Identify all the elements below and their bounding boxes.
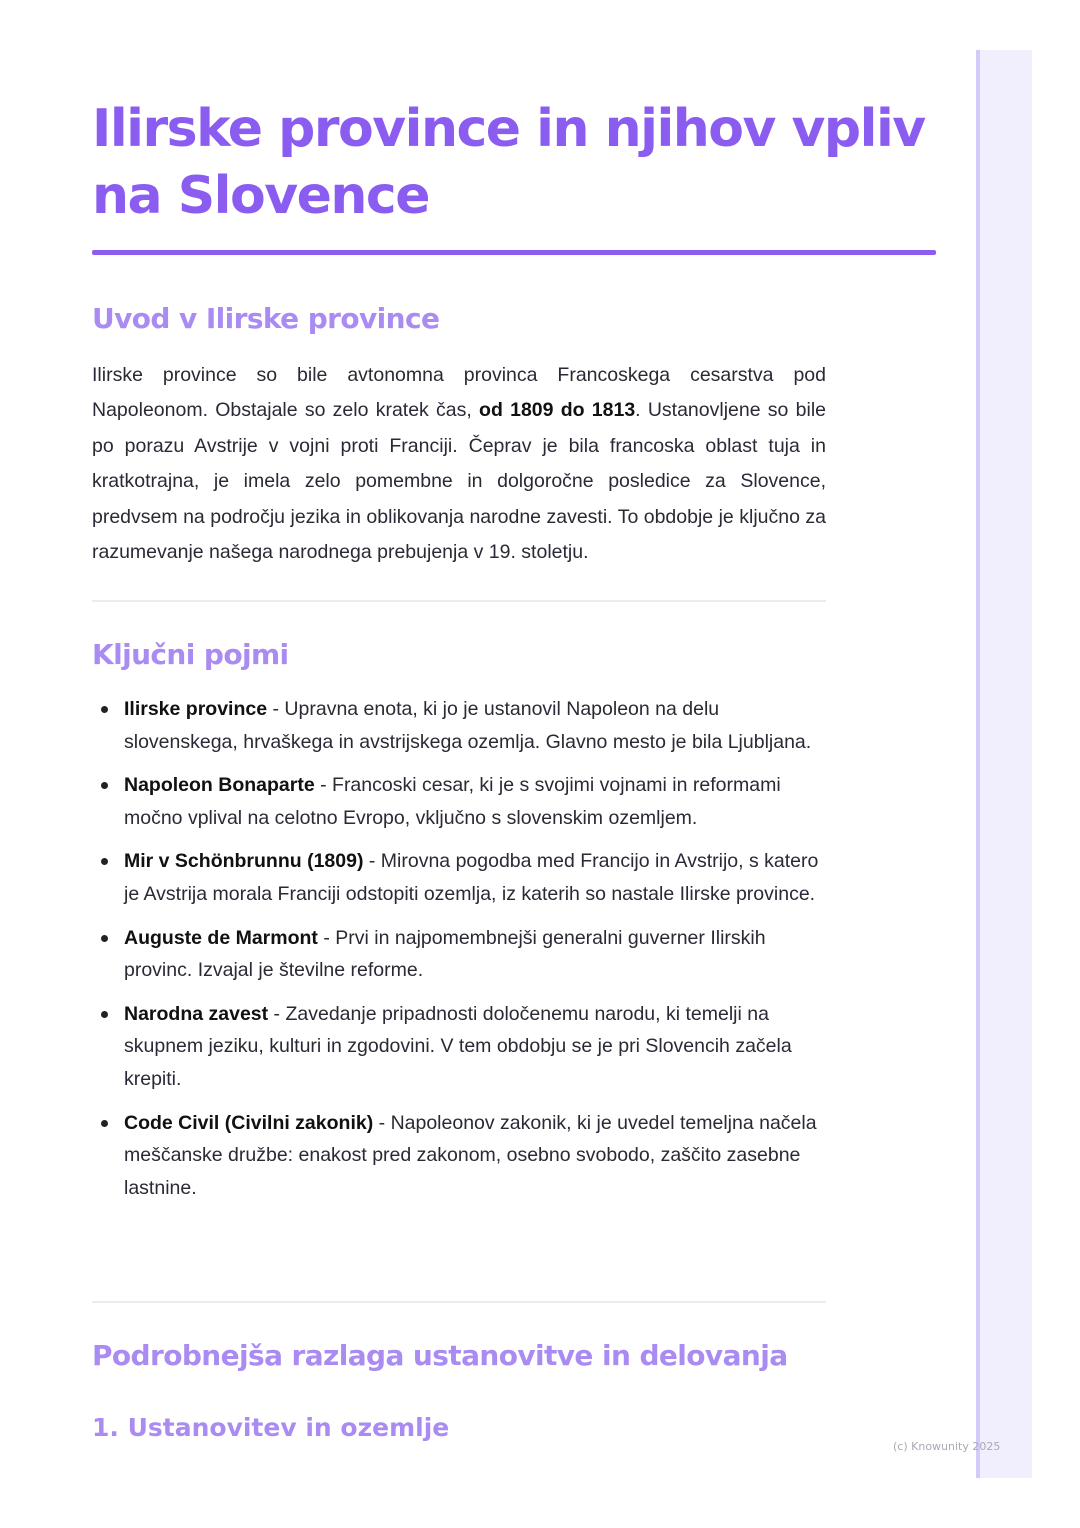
key-term-name: Auguste de Marmont <box>124 926 318 949</box>
intro-text: . Ustanovljene so bile po porazu Avstrije v vojni proti Franciji. Čeprav je bila francoska oblast tuja in kratkotrajna, je imela zelo pomembne in dolgoročne posledice za Slovence, predvsem na področju jezika in oblikovanja narodne zavesti. To obdobje je ključno za razumevanje našega narodnega prebujenja v 19. stoletju. <box>92 399 826 564</box>
section-divider <box>92 1301 826 1303</box>
key-term-separator: - <box>267 698 285 720</box>
key-term-name: Mir v Schönbrunnu (1809) <box>124 850 364 873</box>
key-term-item <box>124 693 836 758</box>
key-term-item <box>124 922 836 987</box>
key-term-name: Code Civil (Civilni zakonik) <box>124 1111 374 1134</box>
copyright-footer: (c) Knowunity 2025 <box>893 1440 1001 1453</box>
title-underline <box>92 250 936 255</box>
page-title: Ilirske province in njihov vpliv na Slovence <box>92 99 925 226</box>
key-term-name: Ilirske province <box>124 698 268 720</box>
key-term-item <box>124 845 836 910</box>
key-term-separator: - <box>363 850 381 873</box>
key-term-definition: Napoleonov zakonik, ki je uvedel temeljna načela meščanske družbe: enakost pred zakonom, osebno svobodo, zaščito zasebne lastnine. <box>124 1111 817 1199</box>
detail-heading: Podrobnejša razlaga ustanovitve in delovanja <box>92 1339 788 1372</box>
intro-emphasis: od 1809 do 1813 <box>479 399 636 422</box>
key-terms-list <box>124 693 836 1215</box>
intro-text: Ilirske province so bile avtonomna provinca Francoskega cesarstva pod Napoleonom. Obstajale so zelo kratek čas, <box>92 364 826 422</box>
key-term-definition: Upravna enota, ki jo je ustanovil Napoleon na delu slovenskega, hrvaškega in avstrijskega ozemlja. Glavno mesto je bila Ljubljana. <box>124 698 812 753</box>
intro-paragraph <box>92 358 826 570</box>
key-terms-heading: Ključni pojmi <box>92 638 289 671</box>
key-term-name: Narodna zavest <box>124 1002 269 1025</box>
key-term-separator: - <box>314 774 333 797</box>
key-term-item <box>124 1107 836 1205</box>
key-term-item <box>124 769 836 834</box>
key-term-definition: Zavedanje pripadnosti določenemu narodu, ki temelji na skupnem jeziku, kulturi in zgodovini. V tem obdobju se je pri Slovencih začela krepiti. <box>124 1002 792 1090</box>
key-term-name: Napoleon Bonaparte <box>124 774 315 797</box>
intro-heading: Uvod v Ilirske province <box>92 302 440 335</box>
key-term-definition: Prvi in najpomembnejši generalni guverner Ilirskih provinc. Izvajal je številne reforme. <box>124 926 766 982</box>
key-term-item <box>124 998 836 1096</box>
side-panel <box>976 50 1032 1478</box>
section-divider <box>92 600 826 602</box>
key-term-separator: - <box>373 1111 391 1134</box>
key-term-separator: - <box>317 926 336 949</box>
detail-subheading: 1. Ustanovitev in ozemlje <box>92 1413 450 1442</box>
key-term-definition: Francoski cesar, ki je s svojimi vojnami in reformami močno vplival na celotno Evropo, vključno s slovenskim ozemljem. <box>124 774 781 829</box>
key-term-definition: Mirovna pogodba med Francijo in Avstrijo, s katero je Avstrija morala Franciji odstopiti ozemlja, iz katerih so nastale Ilirske province. <box>124 850 819 905</box>
key-term-separator: - <box>268 1002 286 1025</box>
